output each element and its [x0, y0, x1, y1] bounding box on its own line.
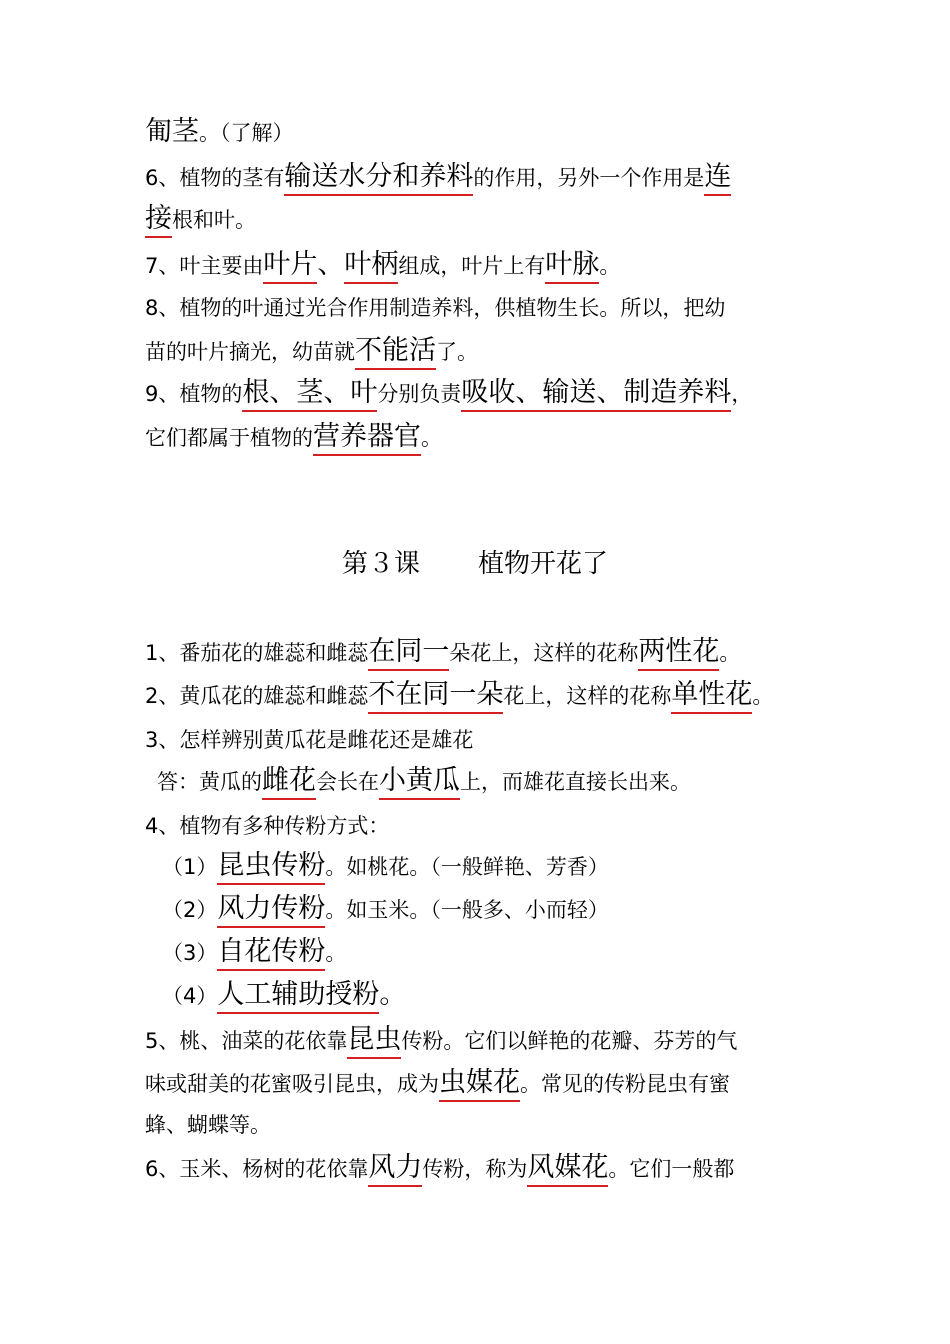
pollination-self: （3）自花传粉。 — [162, 937, 346, 968]
item-3-question: 3、怎样辨别黄瓜花是雌花还是雄花 — [145, 728, 474, 752]
line-stolon: 匍茎。（了解） — [145, 116, 294, 147]
answer-blank: 营养器官 — [313, 421, 421, 456]
item-5-cont: 味或甜美的花蜜吸引昆虫，成为虫媒花。常见的传粉昆虫有蜜 — [145, 1068, 730, 1099]
answer-blank: 两性花 — [638, 636, 719, 671]
answer-blank: 根、茎、叶 — [242, 377, 377, 412]
answer-blank: 虫媒花 — [439, 1067, 520, 1102]
question-6-cont: 接根和叶。 — [145, 204, 256, 235]
item-6: 6、玉米、杨树的花依靠风力传粉，称为风媒花。它们一般都 — [145, 1153, 734, 1184]
pollination-wind: （2）风力传粉。如玉米。（一般多、小而轻） — [162, 894, 609, 925]
item-4-heading: 4、植物有多种传粉方式： — [145, 814, 390, 838]
answer-blank: 风力 — [368, 1152, 422, 1187]
answer-blank: 昆虫 — [347, 1024, 401, 1059]
answer-blank: 小黄瓜 — [379, 765, 460, 800]
answer-blank: 连 — [704, 161, 731, 196]
question-8: 8、植物的叶通过光合作用制造养料，供植物生长。所以，把幼 — [145, 296, 726, 320]
answer-blank: 在同一 — [368, 636, 449, 671]
answer-blank: 叶片 — [263, 249, 317, 284]
lesson-title — [0, 543, 950, 580]
item-3-answer: 答：黄瓜的雌花会长在小黄瓜上，而雄花直接长出来。 — [157, 766, 691, 797]
answer-blank: 叶柄 — [344, 249, 398, 284]
item-2: 2、黄瓜花的雄蕊和雌蕊不在同一朵花上，这样的花称单性花。 — [145, 680, 773, 711]
lesson-name: 植物开花了 — [478, 549, 609, 579]
question-7: 7、叶主要由叶片、叶柄组成，叶片上有叶脉。 — [145, 250, 620, 281]
answer-blank: 不在同一朵 — [368, 679, 503, 714]
answer-blank: 单性花 — [671, 679, 752, 714]
question-9: 9、植物的根、茎、叶分别负责吸收、输送、制造养料， — [145, 378, 752, 409]
question-9-cont: 它们都属于植物的营养器官。 — [145, 422, 442, 453]
answer-blank: 人工辅助授粉 — [217, 979, 379, 1014]
pollination-insect: （1）昆虫传粉。如桃花。（一般鲜艳、芳香） — [162, 851, 609, 882]
answer-blank: 叶脉 — [545, 249, 599, 284]
answer-blank: 风媒花 — [527, 1152, 608, 1187]
item-5: 5、桃、油菜的花依靠昆虫传粉。它们以鲜艳的花瓣、芬芳的气 — [145, 1025, 737, 1056]
answer-blank: 接 — [145, 203, 172, 238]
answer-blank: 自花传粉 — [217, 936, 325, 971]
question-6: 6、植物的茎有输送水分和养料的作用，另外一个作用是连 — [145, 162, 731, 193]
lesson-number: 第３课 — [341, 549, 420, 579]
answer-blank: 昆虫传粉 — [217, 850, 325, 885]
item-1: 1、番茄花的雄蕊和雌蕊在同一朵花上，这样的花称两性花。 — [145, 637, 740, 668]
answer-blank: 吸收、输送、制造养料 — [461, 377, 731, 412]
question-8-cont: 苗的叶片摘光，幼苗就不能活了。 — [145, 336, 478, 367]
answer-blank: 雌花 — [262, 765, 316, 800]
item-5-cont-2: 蜂、蝴蝶等。 — [145, 1113, 271, 1137]
answer-blank: 风力传粉 — [217, 893, 325, 928]
answer-blank: 不能活 — [355, 335, 436, 370]
answer-blank: 输送水分和养料 — [284, 161, 473, 196]
pollination-artificial: （4）人工辅助授粉。 — [162, 980, 406, 1011]
